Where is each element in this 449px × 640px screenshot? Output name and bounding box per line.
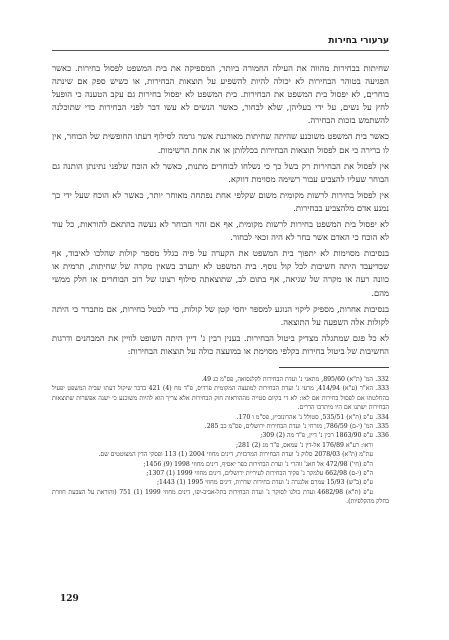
- footnote-text: ע"פ (ת"א) 4682/98 ועדת כולנו לסוקר נ' ועדת הבחירות בתל-אביב-יפו, דינים מחוזי 1999 (1) 751 (והוראת על הצבעת חוזרת בחלק מהקלפיות).: [52, 488, 389, 506]
- page-number: 129: [60, 594, 79, 604]
- paragraph: לא יפסול בית המשפט בחירות לרשות מקומית, אף אם זהוי הבוחר לא נעשה בהתאם להוראות, כל עוד לא הוכח כי האדם אשר בחר לא היה זכאי לבחור.: [52, 219, 389, 243]
- footnote: [52, 431, 389, 440]
- footnote-number: 334.: [375, 413, 389, 421]
- footnote-number: 336.: [375, 432, 389, 440]
- footnote-text: הא"ר (ע"א) 414/94, מרעי נ' ועדת הבחירות למועצה המקומית פרדיס, פ"ד מח (4) 421 בדבר שיקול דעתו שבית המשפט יפעיל בהחלטתו אם לפסול בחירות אם לאו: לא די בקיום סטייה מההוראות חוק הבחירות אלא צריך הוא להיות משוכנע כי ישנה אפשרות שתוצאות הבחירות ישתנו אם היו מיתרבו הדרים.: [52, 385, 389, 412]
- footnote: [52, 441, 389, 450]
- footnote-number: 333.: [375, 385, 390, 393]
- footnote-number: 332.: [375, 376, 389, 383]
- footnote: [52, 478, 389, 487]
- footnote: [52, 375, 389, 384]
- main-body: [52, 62, 389, 361]
- paragraph: אין לפסול את הבחירות רק בשל כך כי נשלחו לבוחרים מתנות, כאשר לא הוכח שלפני נתינתן הותנה גם הבוחר שעליו להצביע עבור רשימה מסוימת דווקא.: [52, 160, 389, 184]
- paragraph: בנסיבות מסוימות לא יתפוך בית המשפט את הקערה על פיה בגלל מספר קולות שהלכו לאיבוד, אף שבדיעבד היתה חשיבות לכל קול נוסף. בית המשפט לא יתערב בשאין מקרה של שחיתות, תרמית או כוונה רעה או מקרה של שגיאה, אף בתום לב, שתוצאתה סילוף רצונו של רוב הבוחרים או חלק ממשי מהם.: [52, 248, 389, 298]
- paragraph: כאשר בית המשפט משוכנע שהיתה שחיתות מאורגנת אשר גרמה לסילוף דעתו החופשית של הבוחר, אין לו ברירה כי אם לפסול תוצאות הבחירות בכללותן או את אחת הרשימות.: [52, 131, 389, 155]
- footnote: [52, 469, 389, 478]
- footnote-text: ה"פ (י-ם) 662/98 עלמקר נ' פקיד הבחירות לעיריית ירושלים, דינים מחוזי 1999 (1) 1307;: [146, 470, 373, 478]
- footnote: [52, 384, 389, 412]
- footnote-text: וראו: רע"א 176/89 אל-דין נ' עמאס, פ"ד מג (2) 281;: [235, 441, 373, 449]
- footnote-number: 335.: [375, 423, 389, 431]
- footnotes: [52, 375, 389, 507]
- footnote-text: ע"פ (ב"ש) 15/93 עמרם אלנגרה נ' ועדת בחירות שדרות, דינים מחוזי 1995 (1) 1443;: [156, 479, 373, 487]
- chapter-title: ערעורי בחירות: [328, 36, 389, 46]
- footnote-text: המ' (ת"א) 895/60, מתאני נ' ועדת הבחירות לקלנסואה, פס"מ כג 49.: [201, 376, 373, 383]
- footnote-separator: [279, 367, 389, 368]
- footnote: [52, 450, 389, 459]
- footnote-text: המ' (י-ם) 786/59, מזרחי נ' ועדת הבחירות ירושלים, פס"מ כב 285.: [204, 423, 373, 431]
- paragraph: לא כל פגם שמתגלה מצדיק ביטול הבחירות. בענין רבין נ' דיין היתה השופט לוויין את המבחנים ודרגות החשיבות של ביטול בחירות בקלפי מסוימת או במועצה כולה על תוצאות הבחירות:: [52, 332, 389, 356]
- paragraph: אין לפסול בחירות לרשות מקומית משום שקלפי אחת נפתחה מאוחר יותר, כאשר לא הוכח שעל ידי כך נמנע אדם מלהצביע בבחירות.: [52, 189, 389, 213]
- footnote-text: ע"פ (ת"א) 535/51, סטולל נ' אהרונוביץ, פס"מ ו 170.: [236, 413, 373, 421]
- running-header: [52, 36, 389, 51]
- footnote: [52, 460, 389, 469]
- paragraph: שחיתות בבחירות מהווה את העילה החמורה ביותר, המספיקה את בית המשפט לפסול בחירות. כאשר הפגיעה בטוהר הבחירות לא יכולה להיות להשפיע על תוצאות הבחירות, או כשיש ספק אם שינתה בוחרים, לא יפסול בית המשפט את הבחירות. בית המשפט לא יפסול בחירות גם עקב הטענה כי הופעל לחץ על נשים, על ידי בעליהן, שלא לבחור, כאשר הנשים לא עשו דבר לפני הבחירות כדי שתוכלנה להשתמש בזכות הבחירה.: [52, 63, 389, 126]
- footnote: [52, 422, 389, 431]
- paragraph: בנסיבות אחרות, מספיק ליקוי הנוגע למספר יחסי קטן של קולות, כדי לבטל בחירות, אם מתברר כי היתה לקולות אלה השפעה על התוצאה.: [52, 303, 389, 327]
- footnote: [52, 488, 389, 507]
- footnote-text: ה"פ (חי') 472/98 אל חאג' זוהרי נ' ועדת הבחירות כפר יאסיף, דינים מחוזי 1998 (9) 1456;: [143, 460, 373, 468]
- footnote-text: ע"פ 1863/90 רבין נ' דיין, פ"ד מה (2) 309;: [260, 432, 373, 440]
- footnote-text: עת"מ (ת"א) 2078/03 סלוק נ' ועדת הבחירות המרכזית, דינים מחוזי 2004 (1) 113 ופסקי הדין המצוטטים שם.: [98, 451, 373, 459]
- footnote: [52, 413, 389, 422]
